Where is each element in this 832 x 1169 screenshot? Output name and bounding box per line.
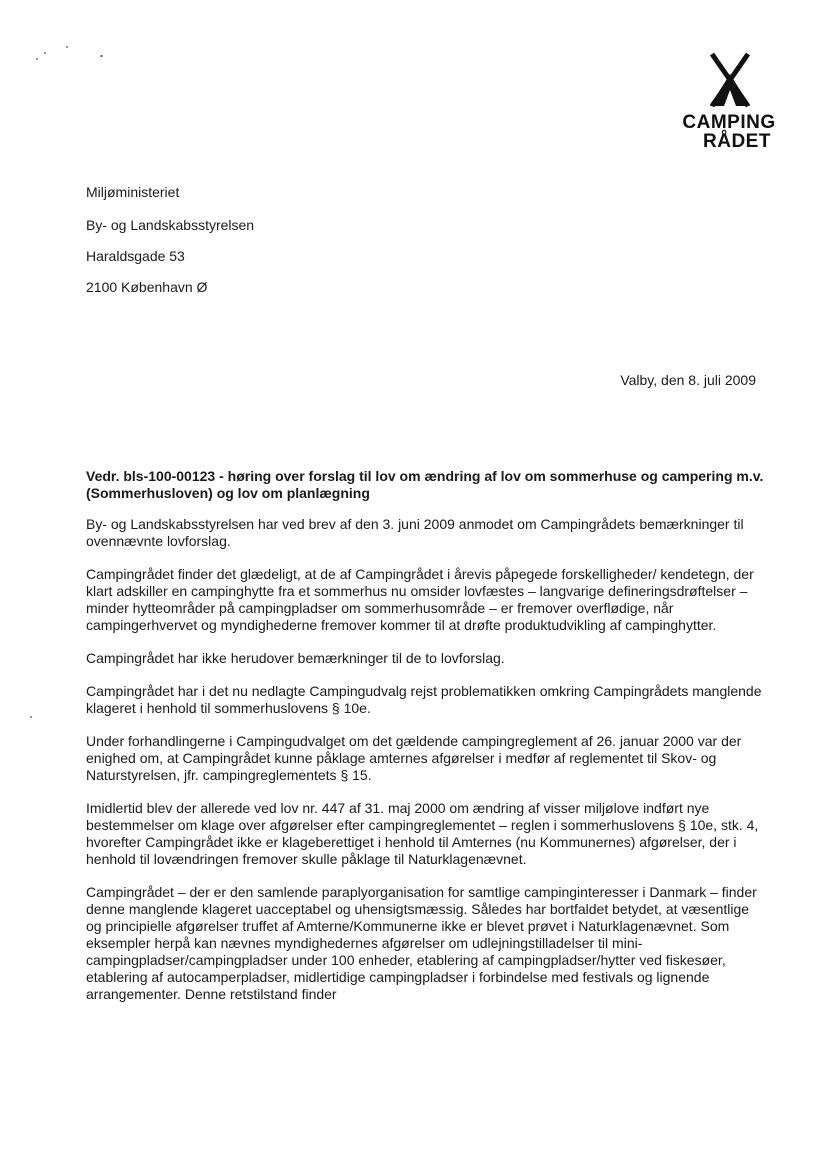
scan-speck (44, 52, 46, 54)
body-paragraph: Campingrådet – der er den samlende paraplyorganisation for samtlige campinginteresser i Danmark – finder denne manglende klageret uacceptabel og uhensigtsmæssig. Således har bortfaldet betydet, at væsentlige og principielle afgørelser truffet af Amterne/Kommunerne ikke er blevet prøvet i Naturklagenævnet. Som eksempler herpå kan nævnes myndighedernes afgørelser om udlejningstilladelser til mini-campingpladser/campingpladser under 100 enheder, etablering af campingpladser/hytter ved fiskesøer, etablering af autocamperpladser, midlertidige campingpladser i forbindelse med festivals og lignende arrangementer. Denne retstilstand finder (86, 884, 757, 1002)
subject-heading: Vedr. bls-100-00123 - høring over forslag til lov om ændring af lov om sommerhuse og campering m.v. (Sommerhusloven) og lov om planlægning (86, 468, 764, 501)
scan-speck (30, 716, 32, 718)
logo-line-1: CAMPING (682, 112, 776, 133)
recipient-name: Miljøministeriet (86, 184, 180, 200)
campingraadet-logo (664, 50, 794, 160)
recipient-street: Haraldsgade 53 (86, 248, 185, 264)
body-paragraph: Campingrådet finder det glædeligt, at de af Campingrådet i årevis påpegede forskelligheder/ kendetegn, der klart adskiller en campinghytte fra et sommerhus nu omsider lovfæstes – langvarige defineringsdrøftelser – minder hytteområder på campingpladser om sommerhusområde – er fremover overflødige, når campingerhvervet og myndighederne fremover kommer til at drøfte produktudvikling af campinghytter. (86, 566, 754, 633)
scan-speck (36, 58, 38, 60)
letter-date: Valby, den 8. juli 2009 (620, 372, 756, 388)
recipient-city: 2100 København Ø (86, 279, 208, 295)
body-paragraph: By- og Landskabsstyrelsen har ved brev af den 3. juni 2009 anmodet om Campingrådets bemærkninger til ovennævnte lovforslag. (86, 516, 744, 549)
scan-speck (66, 46, 68, 48)
recipient-department: By- og Landskabsstyrelsen (86, 217, 255, 233)
scan-speck (100, 55, 103, 57)
logo-line-2: RÅDET (703, 131, 771, 152)
letter-body (86, 516, 766, 1019)
tent-icon (700, 50, 760, 110)
body-paragraph: Imidlertid blev der allerede ved lov nr. 447 af 31. maj 2000 om ændring af visser miljølove indført nye bestemmelser om klage over afgørelser efter campingreglementet – reglen i sommerhuslovens § 10e, stk. 4, hvorefter Campingrådet ikke er klageberettiget i henhold til Amternes (nu Kommunernes) afgørelser, der i henhold til lovændringen fremover skulle påklage til Naturklagenævnet. (86, 800, 759, 867)
body-paragraph: Campingrådet har i det nu nedlagte Campingudvalg rejst problematikken omkring Campingrådets manglende klageret i henhold til sommerhuslovens § 10e. (86, 683, 762, 716)
body-paragraph: Campingrådet har ikke herudover bemærkninger til de to lovforslag. (86, 650, 505, 666)
body-paragraph: Under forhandlingerne i Campingudvalget om det gældende campingreglement af 26. januar 2000 var der enighed om, at Campingrådet kunne påklage amternes afgørelser i medfør af reglementet til Skov- og Naturstyrelsen, jfr. campingreglementets § 15. (86, 733, 742, 783)
